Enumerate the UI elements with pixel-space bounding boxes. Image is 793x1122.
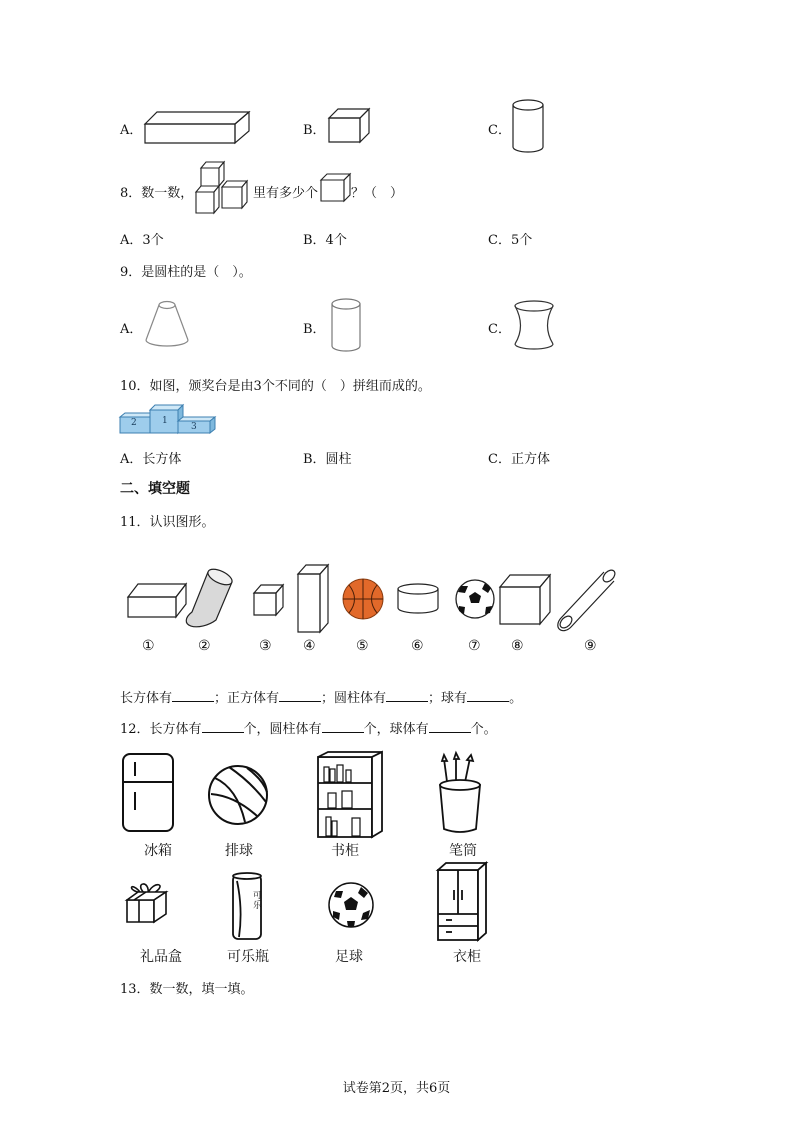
shape-9-rod-cylinder	[558, 568, 617, 631]
wardrobe-icon	[436, 862, 490, 942]
stacked-cubes-icon	[195, 160, 253, 216]
circled-number-4: ④	[303, 638, 316, 654]
q12-part-cylinder: 个，圆柱体有	[243, 722, 322, 737]
cylinder-gray-icon	[331, 298, 363, 354]
circled-number-1: ①	[142, 638, 155, 654]
q11-blank-cube[interactable]	[279, 689, 321, 702]
bookcase-icon	[316, 751, 386, 839]
q12-fill-line	[120, 718, 497, 737]
q10-stem: 10．如图，颁奖台是由3个不同的（ ）拼组而成的。	[120, 379, 431, 394]
gift-box-icon	[124, 878, 172, 926]
cola-can-text: 可乐	[251, 890, 261, 910]
caption-pen-holder: 笔筒	[449, 843, 477, 859]
podium-number-3: 3	[191, 422, 197, 432]
q8-option-a: A．3个	[120, 233, 164, 248]
q11-part-cuboid: 长方体有	[120, 691, 173, 706]
circled-number-5: ⑤	[356, 638, 369, 654]
q9-option-b-label: B．	[303, 322, 326, 337]
q11-shapes-row	[120, 560, 630, 640]
q11-part-sphere: ；球有	[428, 691, 468, 706]
section-title-fill-in: 二、填空题	[120, 481, 190, 497]
shape-4-tall-cuboid	[298, 565, 328, 632]
q10-option-c: C．正方体	[488, 452, 550, 467]
cola-can-icon	[229, 871, 269, 943]
q11-blank-cuboid[interactable]	[172, 689, 214, 702]
cube-icon	[328, 108, 373, 146]
page-footer: 试卷第2页，共6页	[342, 1081, 451, 1096]
caption-cola-can: 可乐瓶	[227, 949, 269, 965]
q9-option-c-label: C．	[488, 322, 511, 337]
caption-fridge: 冰箱	[144, 843, 172, 859]
q12-part-cuboid: 12．长方体有	[120, 722, 202, 737]
q9-option-a-label: A．	[120, 322, 143, 337]
soccer-ball-icon	[327, 881, 377, 931]
circled-number-9: ⑨	[584, 638, 597, 654]
unit-cube-icon	[320, 173, 352, 203]
shape-3-cube	[254, 585, 283, 615]
circled-number-8: ⑧	[511, 638, 524, 654]
cylinder-icon	[512, 99, 546, 155]
circled-number-2: ②	[198, 638, 211, 654]
q8-option-c: C．5个	[488, 233, 533, 248]
shape-8-cube	[500, 575, 550, 624]
q12-blank-cylinder[interactable]	[322, 720, 364, 733]
long-cuboid-icon	[144, 110, 254, 146]
caption-soccer-ball: 足球	[335, 949, 363, 965]
circled-number-7: ⑦	[468, 638, 481, 654]
q8-stem-end: ？（ ）	[351, 186, 404, 201]
q12-part-sphere: 个，球体有	[363, 722, 429, 737]
q11-part-end: 。	[509, 691, 523, 706]
shape-6-short-cylinder	[398, 584, 438, 613]
shape-5-basketball	[343, 579, 383, 619]
caption-volleyball: 排球	[225, 843, 253, 859]
q8-option-b: B．4个	[303, 233, 347, 248]
q7-option-a-label: A．	[120, 123, 143, 138]
fridge-icon	[121, 752, 177, 834]
caption-wardrobe: 衣柜	[453, 949, 481, 965]
q8-stem-mid: 里有多少个	[253, 186, 319, 201]
caption-gift-box: 礼品盒	[140, 949, 182, 965]
q7-option-b-label: B．	[303, 123, 326, 138]
podium-number-1: 1	[162, 416, 168, 426]
q10-option-a: A．长方体	[120, 452, 182, 467]
circled-number-3: ③	[259, 638, 272, 654]
shape-2-tilted-cylinder	[186, 566, 234, 627]
q11-part-cube: ；正方体有	[214, 691, 280, 706]
q8-stem-start: 8．数一数，	[120, 186, 194, 201]
q10-option-b: B．圆柱	[303, 452, 352, 467]
caption-bookcase: 书柜	[331, 843, 359, 859]
podium-number-2: 2	[131, 418, 137, 428]
waisted-cylinder-icon	[514, 300, 556, 352]
q12-part-end: 个。	[470, 722, 497, 737]
q11-fill-line	[120, 687, 522, 706]
q7-option-c-label: C．	[488, 123, 511, 138]
q11-blank-cylinder[interactable]	[386, 689, 428, 702]
q12-blank-sphere[interactable]	[429, 720, 471, 733]
q11-blank-sphere[interactable]	[467, 689, 509, 702]
q13-stem: 13．数一数，填一填。	[120, 982, 254, 997]
q11-part-cylinder: ；圆柱体有	[321, 691, 387, 706]
shape-7-soccer-ball	[456, 580, 494, 618]
circled-number-6: ⑥	[411, 638, 424, 654]
frustum-icon	[145, 300, 190, 348]
volleyball-icon	[207, 764, 271, 828]
shape-1-cuboid	[128, 584, 186, 617]
q11-stem: 11．认识图形。	[120, 515, 215, 530]
q12-blank-cuboid[interactable]	[202, 720, 244, 733]
pen-holder-icon	[436, 755, 486, 835]
q9-stem: 9．是圆柱的是（ ）。	[120, 265, 252, 280]
